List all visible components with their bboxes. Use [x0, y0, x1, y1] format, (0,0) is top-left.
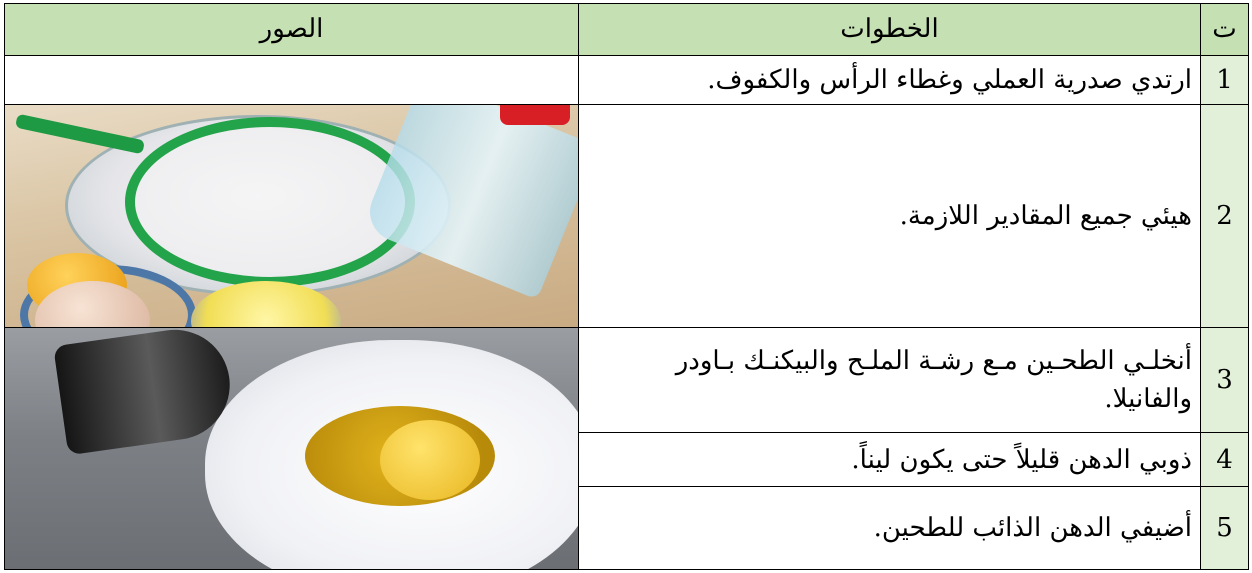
- flour-fat-photo: [4, 327, 579, 570]
- step-number-4: 4: [1200, 432, 1249, 487]
- step-text-5: أضيفي الدهن الذائب للطحين.: [578, 486, 1201, 570]
- ingredients-image: [5, 105, 578, 327]
- header-number: ت: [1200, 3, 1249, 56]
- step-text-1: ارتدي صدرية العملي وغطاء الرأس والكفوف.: [578, 55, 1201, 105]
- header-steps: الخطوات: [578, 3, 1201, 56]
- step-number-1: 1: [1200, 55, 1249, 105]
- fat-lump-shape: [380, 420, 480, 500]
- step-number-2: 2: [1200, 104, 1249, 328]
- recipe-steps-table: [4, 3, 1249, 570]
- step-text-2: هيئي جميع المقادير اللازمة.: [578, 104, 1201, 328]
- bottle-cap-shape: [500, 104, 570, 125]
- step-text-4: ذوبي الدهن قليلاً حتى يكون ليناً.: [578, 432, 1201, 487]
- picture-cell-1: [4, 55, 579, 105]
- step-number-5: 5: [1200, 486, 1249, 570]
- flour-fat-image: [5, 328, 578, 569]
- ingredients-photo: [4, 104, 579, 328]
- step-number-3: 3: [1200, 327, 1249, 433]
- sieve-handle-shape: [15, 114, 145, 155]
- step-text-3: أنخلـي الطحـين مـع رشـة الملـح والبيكنـك بـاودر والفانيلا.: [578, 327, 1201, 433]
- water-bottle-shape: [361, 104, 579, 300]
- header-pictures: الصور: [4, 3, 579, 56]
